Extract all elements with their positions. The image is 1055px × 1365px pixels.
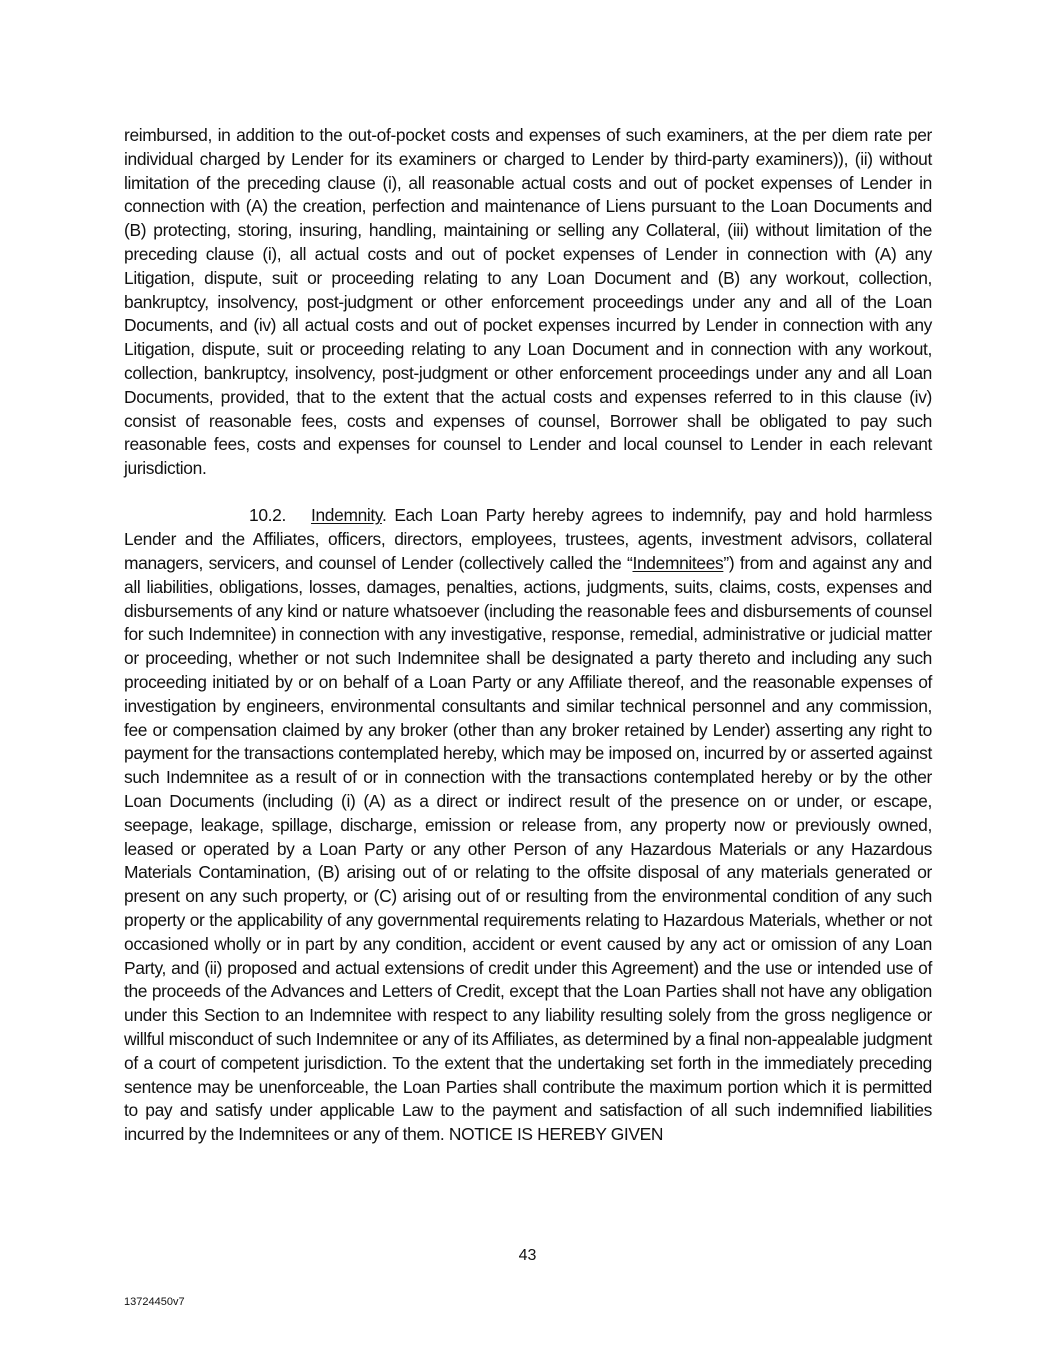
paragraph-expenses-continuation: reimbursed, in addition to the out-of-pocket costs and expenses of such examiners, at the per diem rate per individual charged by Lender for its examiners or charged to Lender by third-party examiners)), (ii) without limitation of the preceding clause (i), all reasonable actual costs and out of pocket expenses of Lender in connection with (A) the creation, perfection and maintenance of Liens pursuant to the Loan Documents and (B) protecting, storing, insuring, handling, maintaining or selling any Collateral, (iii) without limitation of the preceding clause (i), all actual costs and out of pocket expenses of Lender in connection with (A) any Litigation, dispute, suit or proceeding relating to any Loan Document and (B) any workout, collection, bankruptcy, insolvency, post-judgment or other enforcement proceedings under any and all of the Loan Documents, and (iv) all actual costs and out of pocket expenses incurred by Lender in connection with any Litigation, dispute, suit or proceeding relating to any Loan Document and in connection with any workout, collection, bankruptcy, insolvency, post-judgment or other enforcement proceedings under any and all Loan Documents, provided, that to the extent that the actual costs and expenses referred to in this clause (iv) consist of reasonable fees, costs and expenses of counsel, Borrower shall be obligated to pay such reasonable fees, costs and expenses for counsel to Lender and local counsel to Lender in each relevant jurisdiction. [124, 125, 932, 479]
section-number: 10.2. [249, 505, 286, 526]
section-text-before-term: . Each Loan Party hereby agrees to indemnify, pay and hold harmless Lender and the Affiliates, officers, directors, employees, trustees, agents, investment advisors, collateral managers, servicers, and counsel of Lender (collectively called the “ [124, 505, 932, 574]
document-id: 13724450v7 [124, 1296, 185, 1308]
page-number: 43 [518, 1247, 537, 1264]
section-heading: Indemnity [311, 505, 382, 526]
defined-term-indemnitees: Indemnitees [632, 553, 724, 574]
section-text-after-term: ”) from and against any and all liabilities, obligations, losses, damages, penalties, actions, judgments, suits, claims, costs, expenses and disbursements of any kind or nature whatsoever (including the reasonable fees and disbursements of counsel for such Indemnitee) in connection with any investigative, response, remedial, administrative or judicial matter or proceeding, whether or not such Indemnitee shall be designated a party thereto and including any such proceeding initiated by or on behalf of a Loan Party or any Affiliate thereof, and the reasonable expenses of investigation by engineers, environmental consultants and similar technical personnel and any commission, fee or compensation claimed by any broker (other than any broker retained by Lender) asserting any right to payment for the transactions contemplated hereby, which may be imposed on, incurred by or asserted against such Indemnitee as a result of or in connection with the transactions contemplated hereby or by the other Loan Documents (including (i) (A) as a direct or indirect result of the presence on or under, or escape, seepage, leakage, spillage, discharge, emission or release from, any property now or previously owned, leased or operated by a Loan Party or any other Person of any Hazardous Materials or any Hazardous Materials Contamination, (B) arising out of or relating to the offsite disposal of any materials generated or present on any such property, or (C) arising out of or resulting from the environmental condition of any such property or the applicability of any governmental requirements relating to Hazardous Materials, whether or not occasioned wholly or in part by any condition, accident or event caused by any act or omission of any Loan Party, and (ii) proposed and actual extensions of credit under this Agreement) and the use or intended use of the proceeds of the Advances and Letters of Credit, except that the Loan Parties shall not have any obligation under this Section to an Indemnitee with respect to any liability resulting solely from the gross negligence or willful misconduct of such Indemnitee or any of its Affiliates, as determined by a final non-appealable judgment of a court of competent jurisdiction. To the extent that the undertaking set forth in the immediately preceding sentence may be unenforceable, the Loan Parties shall contribute the maximum portion which it is permitted to pay and satisfy under applicable Law to the payment and satisfaction of all such indemnified liabilities incurred by the Indemnitees or any of them. NOTICE IS HEREBY GIVEN [124, 553, 932, 1145]
document-body [124, 124, 932, 1147]
section-10-2-indemnity [124, 504, 932, 1147]
